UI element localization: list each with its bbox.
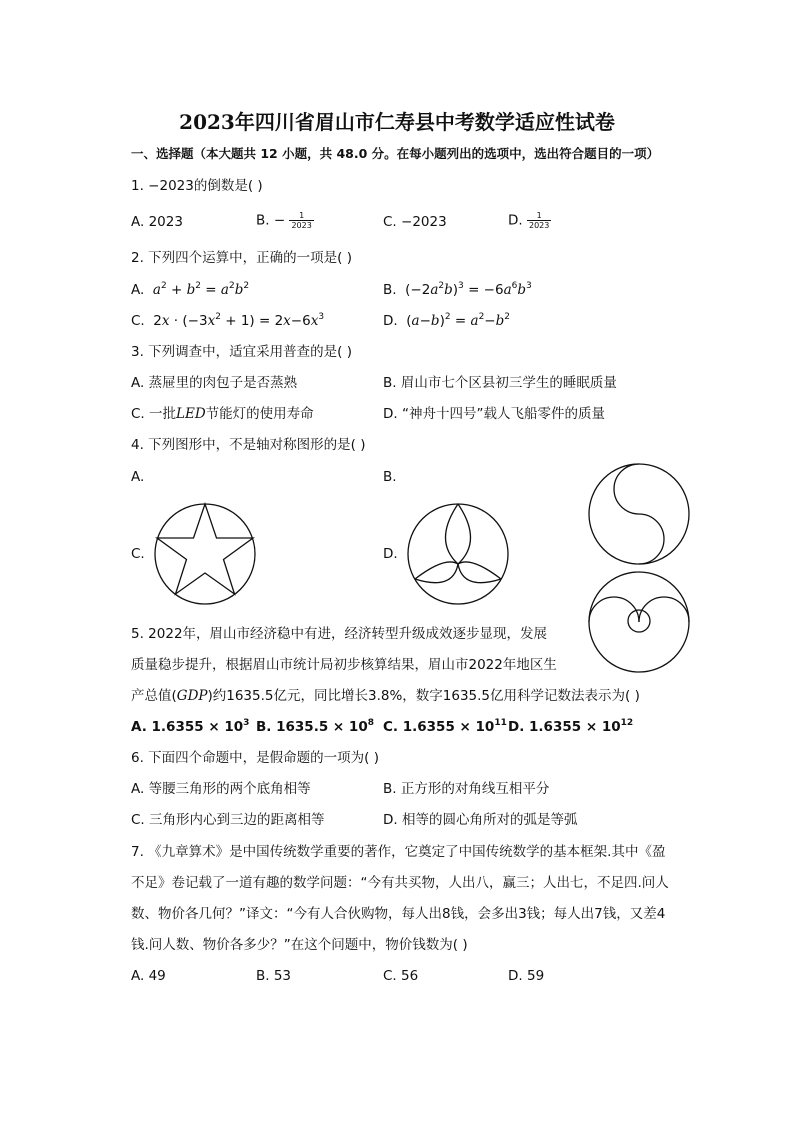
q2-option-b: B. $(-2a^2b)^3 = -6a^6b^3$	[383, 281, 532, 298]
q5-option-b: B. $1635.5 \times 10^8$	[256, 718, 374, 735]
q1-stem: 1. −2023的倒数是( )	[131, 178, 263, 194]
q2-option-d: D. $(a-b)^2 = a^2-b^2$	[383, 312, 510, 329]
q1-option-b-fraction: $\frac{1}{2023}$	[291, 211, 312, 230]
q4-figure-a-yinyang	[586, 461, 692, 567]
q5-option-c: C. $1.6355 \times 10^{11}$	[383, 718, 507, 735]
q7-line1: 7. 《九章算术》是中国传统数学重要的著作，它奠定了中国传统数学的基本框架.其中《盈	[131, 844, 666, 860]
q4-stem: 4. 下列图形中，不是轴对称图形的是( )	[131, 437, 366, 453]
q5-option-d: D. $1.6355 \times 10^{12}$	[508, 718, 634, 735]
q6-option-b: B. 正方形的对角线互相平分	[383, 781, 550, 797]
q7-option-c: C. 56	[383, 968, 419, 984]
q6-option-d: D. 相等的圆心角所对的弧是等弧	[383, 812, 578, 828]
q2-option-c: C. $2x \cdot (-3x^2 + 1) = 2x-6x^3$	[131, 312, 325, 329]
q7-option-b: B. 53	[256, 968, 292, 984]
q4-option-b-label: B.	[383, 469, 397, 485]
q2-option-a: A. $a^2 + b^2 = a^2b^2$	[131, 281, 250, 298]
q3-option-c: C. 一批LED节能灯的使用寿命	[131, 406, 314, 422]
q5-line3: 产总值(GDP)约1635.5亿元，同比增长3.8%，数字1635.5亿用科学记数法表示为( )	[131, 688, 640, 704]
q1-option-d-fraction: $\frac{1}{2023}$	[528, 211, 550, 230]
q7-option-d: D. 59	[508, 968, 545, 984]
section-heading: 一、选择题（本大题共 12 小题，共 48.0 分。在每小题列出的选项中，选出符合题目的一项）	[131, 146, 660, 161]
q7-line4: 钱.问人数、物价各多少？”在这个问题中，物价钱数为( )	[131, 937, 468, 953]
q7-line2: 不足》卷记载了一道有趣的数学问题：“今有共买物，人出八，赢三；人出七，不足四.问人	[131, 875, 669, 891]
q1-option-a: A. 2023	[131, 214, 183, 230]
q4-figure-c-star	[152, 501, 258, 607]
q2-stem: 2. 下列四个运算中，正确的一项是( )	[131, 250, 352, 266]
q5-line1: 5. 2022年，眉山市经济稳中有进，经济转型升级成效逐步显现，发展	[131, 626, 548, 642]
q1-option-c: C. −2023	[383, 214, 447, 230]
q4-option-a-label: A.	[131, 469, 145, 485]
q5-option-a: A. $1.6355 \times 10^3$	[131, 718, 250, 735]
q5-line2: 质量稳步提升，根据眉山市统计局初步核算结果，眉山市2022年地区生	[131, 657, 557, 673]
q4-option-d-label: D.	[383, 546, 398, 562]
q4-option-c-label: C.	[131, 546, 145, 562]
q3-stem: 3. 下列调查中，适宜采用普查的是( )	[131, 344, 352, 360]
q6-option-a: A. 等腰三角形的两个底角相等	[131, 781, 311, 797]
q4-figure-b-circle-arcs	[586, 569, 692, 675]
q3-option-a: A. 蒸屉里的肉包子是否蒸熟	[131, 375, 298, 391]
q4-figure-d-petals	[405, 501, 511, 607]
q1-option-b: B. − $\frac{1}{2023}$	[256, 211, 312, 230]
q3-option-d: D. “神舟十四号”载人飞船零件的质量	[383, 406, 605, 422]
q7-line3: 数、物价各几何？”译文：“今有人合伙购物，每人出8钱，会多出3钱；每人出7钱，又差4	[131, 906, 666, 922]
page-title: 2023年四川省眉山市仁寿县中考数学适应性试卷	[179, 110, 615, 134]
q1-option-d: D. $\frac{1}{2023}$	[508, 211, 550, 230]
q3-option-b: B. 眉山市七个区县初三学生的睡眠质量	[383, 375, 617, 391]
q6-option-c: C. 三角形内心到三边的距离相等	[131, 812, 325, 828]
q7-option-a: A. 49	[131, 968, 166, 984]
q6-stem: 6. 下面四个命题中，是假命题的一项为( )	[131, 750, 379, 766]
